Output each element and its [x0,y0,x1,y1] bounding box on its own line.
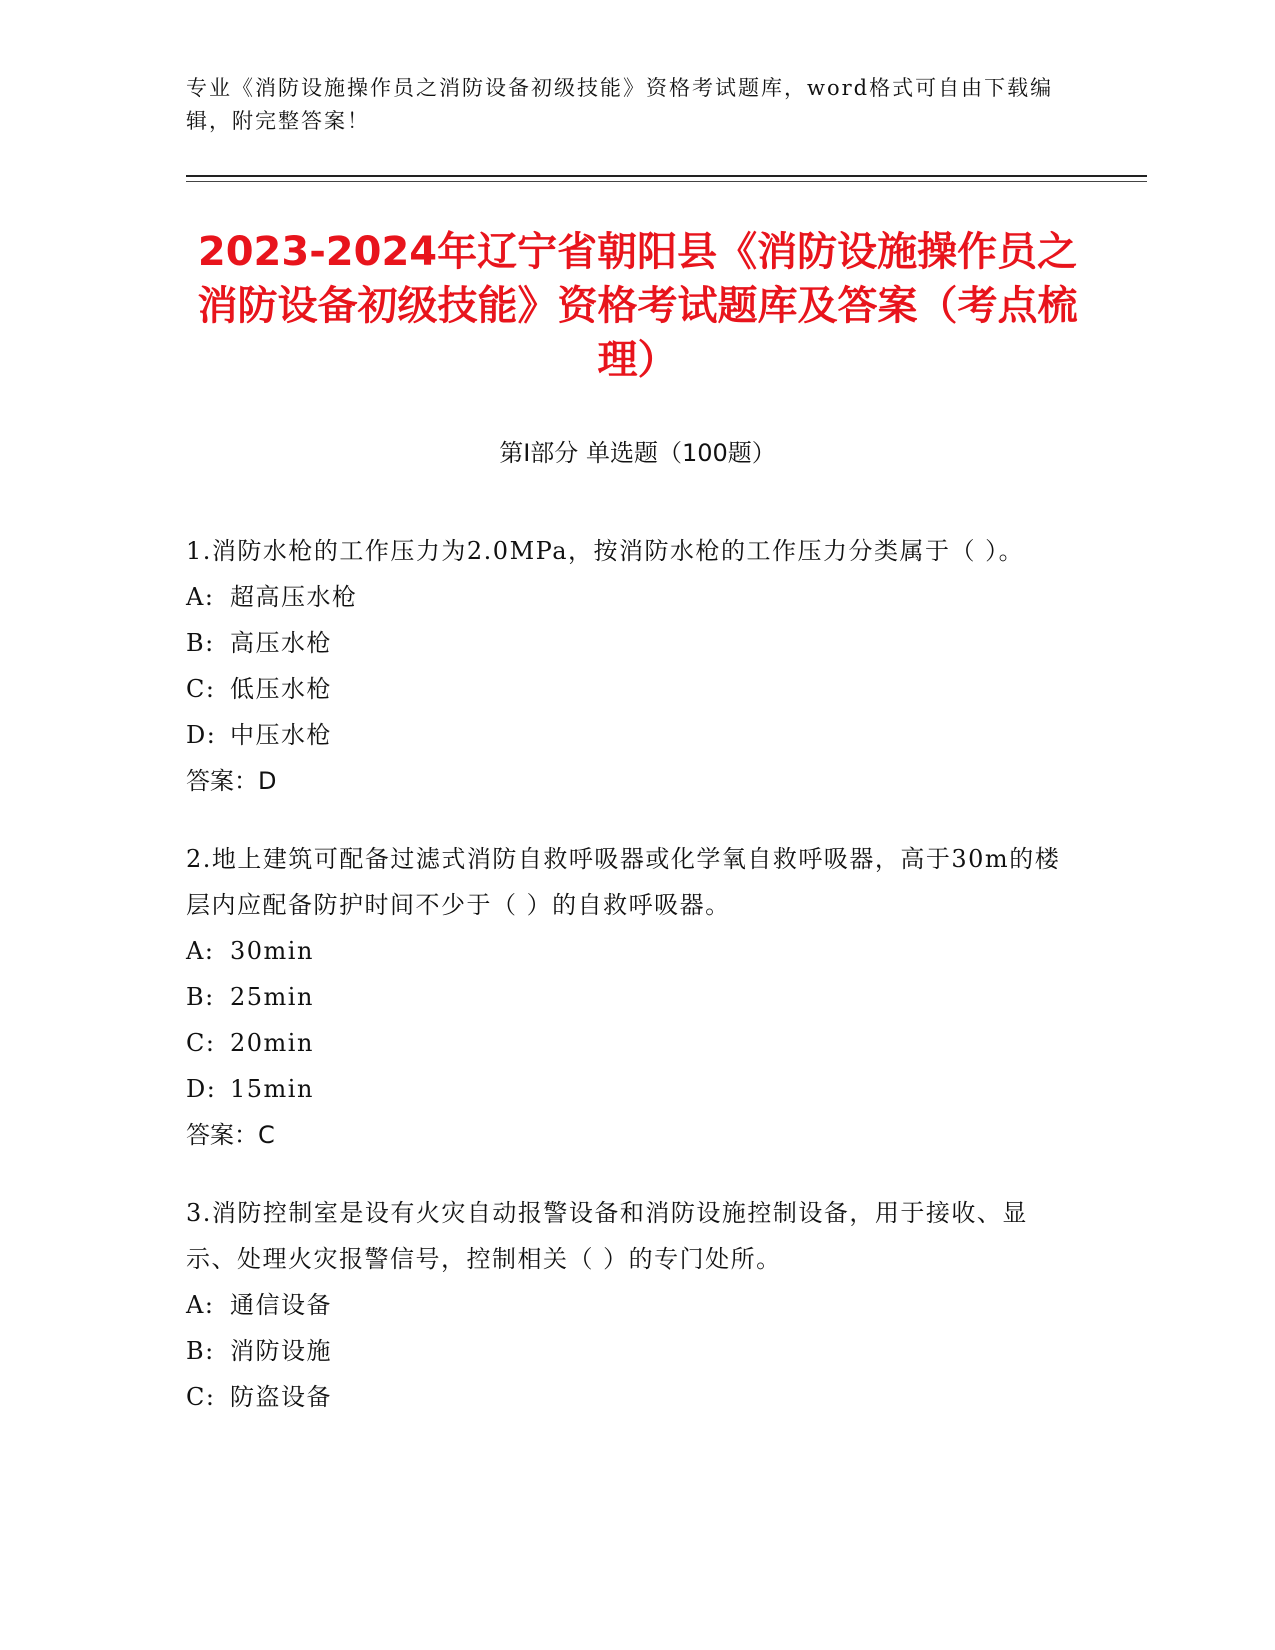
question-1 [186,528,1066,804]
option-text: 25min [230,983,314,1011]
option-a [186,574,1066,620]
header-divider-thick [186,175,1147,177]
question-list [186,528,1066,1452]
option-a [186,928,1066,974]
option-b [186,974,1066,1020]
option-key: C: [186,675,216,703]
option-d [186,712,1066,758]
option-key: B: [186,1337,215,1365]
section-heading: 第Ⅰ部分 单选题（100题） [499,439,776,467]
answer-line: 答案：D [186,767,277,795]
header-divider-thin [186,181,1147,182]
option-b [186,620,1066,666]
option-text: 超高压水枪 [230,583,358,611]
question-2 [186,836,1066,1158]
option-key: C: [186,1383,216,1411]
question-stem: 3.消防控制室是设有火灾自动报警设备和消防设施控制设备，用于接收、显示、处理火灾报警信号，控制相关（ ）的专门处所。 [186,1199,1028,1273]
option-c [186,666,1066,712]
option-b [186,1328,1066,1374]
option-key: D: [186,1075,217,1103]
option-key: A: [186,937,215,965]
option-text: 15min [230,1075,314,1103]
answer-line: 答案：C [186,1121,275,1149]
option-key: A: [186,1291,215,1319]
option-key: A: [186,583,215,611]
option-text: 20min [230,1029,314,1057]
option-text: 消防设施 [230,1337,332,1365]
option-text: 高压水枪 [230,629,332,657]
document-title: 2023-2024年辽宁省朝阳县《消防设施操作员之消防设备初级技能》资格考试题库及答案（考点梳理） [197,229,1078,383]
question-3 [186,1190,1066,1420]
option-a [186,1282,1066,1328]
option-key: D: [186,721,217,749]
option-key: B: [186,629,215,657]
option-text: 防盗设备 [230,1383,332,1411]
option-text: 30min [230,937,314,965]
option-d [186,1066,1066,1112]
question-stem: 2.地上建筑可配备过滤式消防自救呼吸器或化学氧自救呼吸器，高于30m的楼层内应配备防护时间不少于（ ）的自救呼吸器。 [186,845,1061,919]
question-stem: 1.消防水枪的工作压力为2.0MPa，按消防水枪的工作压力分类属于（ ）。 [186,537,1025,565]
option-text: 低压水枪 [230,675,332,703]
option-c [186,1374,1066,1420]
header-note: 专业《消防设施操作员之消防设备初级技能》资格考试题库，word格式可自由下载编辑，附完整答案！ [186,76,1054,133]
option-key: C: [186,1029,216,1057]
option-text: 中压水枪 [230,721,332,749]
option-c [186,1020,1066,1066]
option-key: B: [186,983,215,1011]
option-text: 通信设备 [230,1291,332,1319]
